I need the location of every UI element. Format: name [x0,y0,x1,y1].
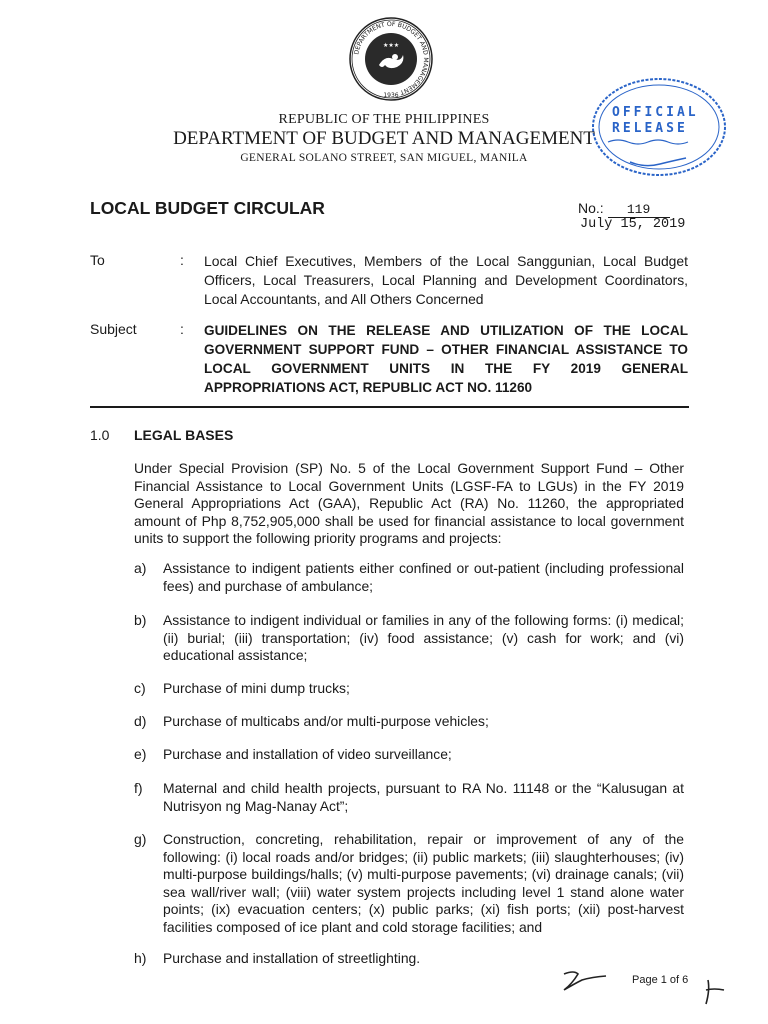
list-item-text: Assistance to indigent individual or families in any of the following forms: (i) medical; (ii) burial; (iii) transportation; (iv) food assistance; (v) cash for work; and (vi) educational assistance; [163,612,684,663]
list-item-letter: c) [134,680,146,696]
seal-year: 1936 [383,92,399,99]
list-item-text: Purchase of multicabs and/or multi-purpose vehicles; [163,713,489,729]
department-heading: DEPARTMENT OF BUDGET AND MANAGEMENT [173,128,595,149]
section-intro: Under Special Provision (SP) No. 5 of the Local Government Support Fund – Other Financial Assistance to Local Government Units (LGSF-FA to LGUs) in the FY 2019 General Appropriations Act (GAA), Republic Act (RA) No. 11260, the appropriated amount of Php 8,752,905,000 shall be used for financial assistance to local government units to support the following priority programs and projects: [134,460,684,546]
subject-text: GUIDELINES ON THE RELEASE AND UTILIZATION OF THE LOCAL GOVERNMENT SUPPORT FUND – OTHER FINANCIAL ASSISTANCE TO LOCAL GOVERNMENT UNITS IN THE FY 2019 GENERAL APPROPRIATIONS ACT, REPUBLIC ACT NO. 11260 [204,323,688,395]
handwritten-mark [700,976,728,1006]
circular-number-label: No.: [578,200,604,216]
divider-rule [90,406,689,408]
list-item-letter: f) [134,780,143,796]
dbm-seal-logo [349,17,433,101]
list-item-text: Assistance to indigent patients either confined or out-patient (including professional fees) and purchase of ambulance; [163,560,684,594]
list-item-letter: d) [134,713,147,729]
republic-heading: REPUBLIC OF THE PHILIPPINES [278,112,490,127]
document-title: LOCAL BUDGET CIRCULAR [90,198,325,218]
to-label: To [90,252,105,268]
subject-colon: : [180,321,184,337]
svg-text:DEPARTMENT OF BUDGET AND MANAG: DEPARTMENT OF BUDGET AND MANAGEMENT [353,20,430,96]
list-item-text: Purchase and installation of streetlighting. [163,950,421,966]
list-item-letter: b) [134,612,147,628]
svg-text:★★★: ★★★ [383,42,400,49]
list-item-text: Purchase of mini dump trucks; [163,680,350,696]
list-item-letter: a) [134,560,147,576]
page-number: Page 1 of 6 [632,974,689,986]
circular-number [578,200,670,218]
list-item-text: Maternal and child health projects, pursuant to RA No. 11148 or the “Kalusugan at Nutrisyon ng Mag-Nanay Act”; [163,780,684,814]
list-item-letter: g) [134,831,147,847]
list-item-text: Construction, concreting, rehabilitation, repair or improvement of any of the following: (i) local roads and/or bridges; (ii) public markets; (iii) slaughterhouses; (iv) multi-purpose buildings/halls; (v) multi-purpose pavements; (vi) drainage canals; (vii) sea wall/river wall; (viii) water system projects including level 1 stand alone water points; (ix) evacuation centers; (x) public parks; (xi) fish ports; (xii) post-harvest facilities composed of ice plant and cold storage facilities; and [163,831,684,935]
list-item-letter: h) [134,950,147,966]
section-number: 1.0 [90,427,110,443]
subject-label: Subject [90,321,137,337]
section-title: LEGAL BASES [134,427,234,443]
to-colon: : [180,252,184,268]
list-item-text: Purchase and installation of video surveillance; [163,746,452,762]
circular-date: July 15, 2019 [580,217,686,232]
list-item-letter: e) [134,746,147,762]
handwritten-initial [560,966,610,996]
department-address: GENERAL SOLANO STREET, SAN MIGUEL, MANILA [240,152,528,164]
svg-text:RELEASE: RELEASE [612,121,688,136]
svg-text:OFFICIAL: OFFICIAL [612,105,699,120]
to-recipients: Local Chief Executives, Members of the Local Sanggunian, Local Budget Officers, Local Treasurers, Local Planning and Development Coordinators, Local Accountants, and All Others Concerned [204,253,688,307]
circular-number-value: 119 [608,202,670,218]
